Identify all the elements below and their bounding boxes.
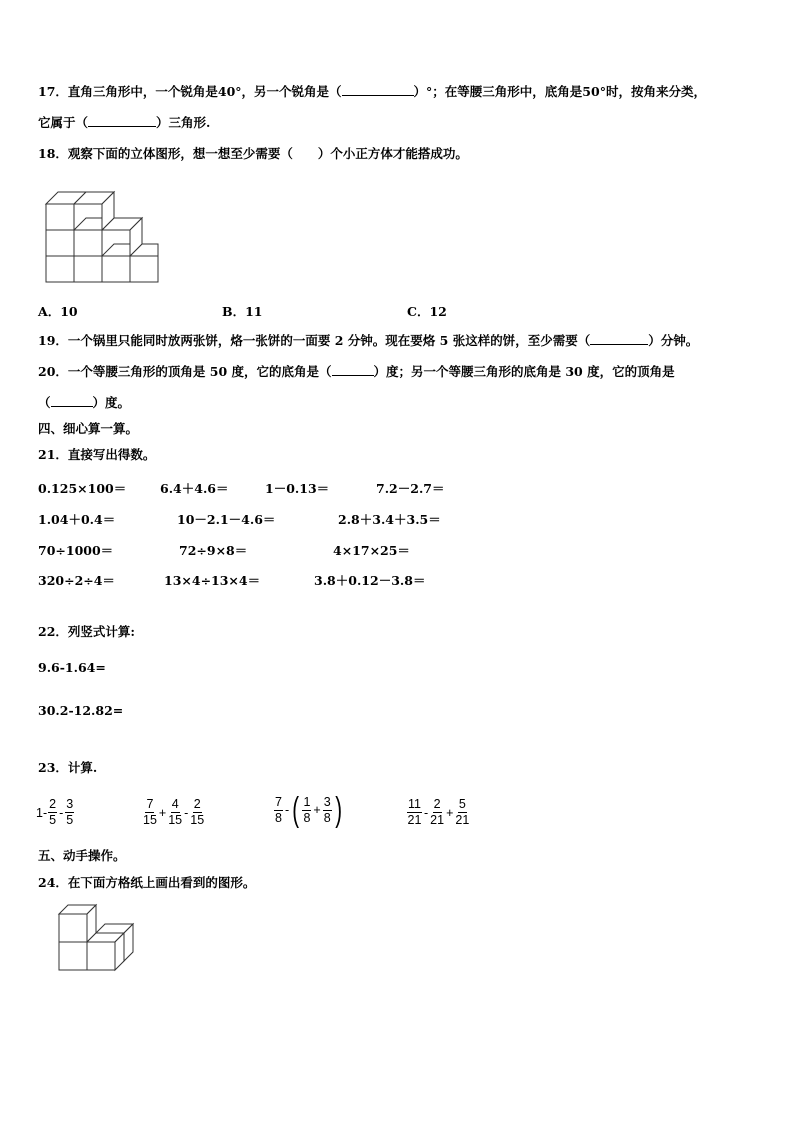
fraction: $\frac{7}{8}$ bbox=[275, 794, 282, 825]
fraction: $\frac{2}{21}$ bbox=[430, 797, 445, 827]
fraction: $\frac{1}{8}$ bbox=[303, 794, 311, 825]
fraction: $\frac{2}{15}$ bbox=[190, 797, 205, 827]
option-a[interactable]: A．10 bbox=[38, 304, 78, 319]
calc-item: 3.8＋0.12－3.8＝ bbox=[314, 573, 426, 588]
fraction-expression-4: $\frac{11}{21}$ - $\frac{2}{21}$ + $\frac{5}{21}$ bbox=[407, 797, 470, 827]
q24-title: 24．在下面方格纸上画出看到的图形。 bbox=[38, 875, 256, 890]
fraction-expression-2: $\frac{7}{15}$ + $\frac{4}{15}$ - $\frac{2}{15}$ bbox=[143, 797, 205, 827]
left-paren: ( bbox=[292, 791, 300, 829]
fraction: $\frac{5}{21}$ bbox=[455, 797, 470, 827]
q20-line2: （ ）度。 bbox=[38, 395, 131, 410]
q21-title: 21．直接写出得数。 bbox=[38, 447, 156, 462]
q19-text: 19．一个锅里只能同时放两张饼，烙一张饼的一面要 2 分钟。现在要烙 5 张这样的饼，至少需要（ ）分钟。 bbox=[38, 333, 699, 348]
fraction-expression-3: $\frac{7}{8}$ - ( $\frac{1}{8}$ + $\frac{3}{8}$ ) bbox=[275, 791, 342, 829]
fraction: $\frac{3}{5}$ bbox=[66, 797, 74, 827]
answer-blank[interactable] bbox=[51, 395, 93, 407]
answer-blank[interactable] bbox=[332, 364, 374, 376]
section-heading-5: 五、动手操作。 bbox=[38, 848, 126, 863]
answer-blank[interactable] bbox=[590, 333, 648, 345]
q18-cube-stack-figure bbox=[40, 178, 160, 286]
option-b[interactable]: B．11 bbox=[222, 304, 263, 319]
calc-item: 7.2－2.7＝ bbox=[376, 481, 445, 496]
option-c[interactable]: C．12 bbox=[407, 304, 447, 319]
calc-item: 4×17×25＝ bbox=[333, 543, 410, 558]
calc-item: 2.8＋3.4＋3.5＝ bbox=[338, 512, 441, 527]
fraction: $\frac{4}{15}$ bbox=[168, 797, 183, 827]
vertical-calc-item: 9.6-1.64= bbox=[38, 660, 106, 675]
q22-title: 22．列竖式计算: bbox=[38, 624, 136, 639]
calc-item: 10－2.1－4.6＝ bbox=[177, 512, 276, 527]
q24-cube-figure bbox=[56, 902, 140, 976]
q20-line1: 20．一个等腰三角形的顶角是 50 度，它的底角是（ ）度；另一个等腰三角形的底角是 30 度，它的顶角是 bbox=[38, 364, 675, 379]
fraction: $\frac{7}{15}$ bbox=[143, 797, 157, 827]
answer-blank[interactable] bbox=[88, 115, 156, 127]
fraction: $\frac{3}{8}$ bbox=[323, 794, 331, 825]
calc-item: 320÷2÷4＝ bbox=[38, 573, 115, 588]
calc-item: 6.4＋4.6＝ bbox=[160, 481, 229, 496]
calc-item: 1.04＋0.4＝ bbox=[38, 512, 116, 527]
q18-text: 18．观察下面的立体图形，想一想至少需要（ ）个小正方体才能搭成功。 bbox=[38, 146, 468, 161]
vertical-calc-item: 30.2-12.82= bbox=[38, 703, 124, 718]
section-heading-4: 四、细心算一算。 bbox=[38, 421, 139, 436]
fraction-expression-1: 1- $\frac{2}{5}$ - $\frac{3}{5}$ bbox=[36, 797, 74, 827]
answer-blank[interactable] bbox=[342, 84, 414, 96]
calc-item: 72÷9×8＝ bbox=[179, 543, 248, 558]
fraction: $\frac{2}{5}$ bbox=[49, 797, 57, 827]
fraction: $\frac{11}{21}$ bbox=[407, 797, 422, 827]
q17-line1: 17．直角三角形中，一个锐角是40°，另一个锐角是（ ）°；在等腰三角形中，底角是50°时，按角来分类， bbox=[38, 84, 706, 99]
calc-item: 0.125×100＝ bbox=[38, 481, 127, 496]
q23-title: 23．计算. bbox=[38, 760, 98, 775]
q17-line2: 它属于（ ）三角形. bbox=[38, 115, 211, 130]
calc-item: 70÷1000＝ bbox=[38, 543, 114, 558]
calc-item: 1－0.13＝ bbox=[265, 481, 330, 496]
calc-item: 13×4÷13×4＝ bbox=[164, 573, 261, 588]
right-paren: ) bbox=[334, 791, 342, 829]
